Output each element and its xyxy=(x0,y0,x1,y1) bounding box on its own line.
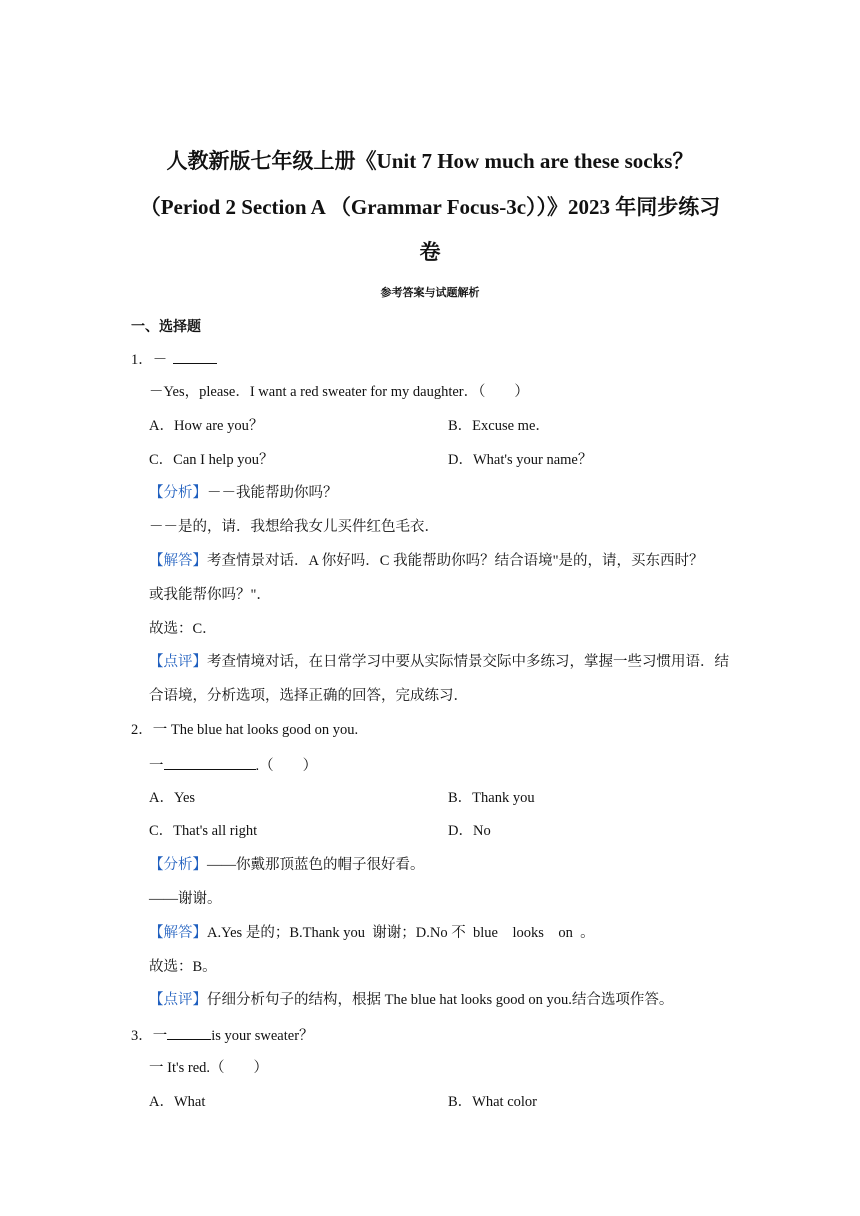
question-3-option-b: B．What color xyxy=(448,1094,537,1110)
answer-key-subtitle: 参考答案与试题解析 xyxy=(380,286,480,299)
answer-text: 考查情景对话．A 你好吗．C 我能帮助你吗？结合语境"是的，请，买东西时？ xyxy=(207,553,704,569)
question-1-response: －Yes，please．I want a red sweater for my daughter．（ ） xyxy=(149,384,529,400)
question-2-paren: .（ ） xyxy=(255,758,318,774)
question-3-option-a: A．What xyxy=(149,1094,206,1110)
analysis-tag: 【分析】 xyxy=(149,485,207,501)
question-1-option-c: C．Can I help you？ xyxy=(149,452,274,468)
question-1-comment-line-2: 合语境，分析选项，选择正确的回答，完成练习． xyxy=(149,688,468,704)
question-2-dash: 一 xyxy=(149,758,164,774)
document-title-line-2: （Period 2 Section A （Grammar Focus-3c））》2023 年同步练习 xyxy=(139,195,721,219)
question-1-option-b: B．Excuse me． xyxy=(448,418,550,434)
question-1-answer xyxy=(149,552,704,570)
question-1-choice: 故选：C． xyxy=(149,621,217,637)
question-3-prompt xyxy=(131,1025,314,1045)
analysis-text: －－我能帮助你吗？ xyxy=(207,485,338,501)
question-3-text: is your sweater？ xyxy=(211,1028,314,1044)
answer-tag: 【解答】 xyxy=(149,925,207,941)
document-title-line-3: 卷 xyxy=(419,240,441,264)
question-1-prompt xyxy=(131,349,217,369)
question-2-text: 一 The blue hat looks good on you. xyxy=(152,722,359,738)
question-2-option-c: C．That's all right xyxy=(149,823,258,839)
question-1-answer-line-2: 或我能帮你吗？"． xyxy=(149,587,271,603)
question-1-comment xyxy=(149,653,729,671)
question-2-analysis-line-2: ——谢谢。 xyxy=(149,891,222,907)
question-1-dash: － xyxy=(152,352,168,368)
question-2-option-b: B．Thank you xyxy=(448,790,535,806)
comment-text: 考查情境对话，在日常学习中要从实际情景交际中多练习，掌握一些习惯用语．结 xyxy=(207,654,729,670)
question-2-option-a: A．Yes xyxy=(149,790,196,806)
comment-tag: 【点评】 xyxy=(149,992,207,1008)
question-2-analysis xyxy=(149,856,425,874)
question-2-prompt xyxy=(131,721,358,739)
answer-text: A.Yes 是的；B.Thank you 谢谢；D.No 不 blue looks on 。 xyxy=(207,925,595,941)
document-title-line-1: 人教新版七年级上册《Unit 7 How much are these socks？ xyxy=(166,149,694,173)
analysis-text: ——你戴那顶蓝色的帽子很好看。 xyxy=(207,857,425,873)
question-3-dash: 一 xyxy=(152,1028,168,1044)
question-2-answer xyxy=(149,924,595,942)
question-2-option-d: D．No xyxy=(448,823,491,839)
question-1-analysis-line-2: －－是的，请．我想给我女儿买件红色毛衣． xyxy=(149,519,439,535)
section-heading: 一、选择题 xyxy=(131,319,201,335)
question-2-blank xyxy=(164,755,256,770)
question-3-number: 3． xyxy=(131,1028,153,1044)
question-3-blank xyxy=(167,1025,211,1040)
question-1-option-d: D．What's your name？ xyxy=(448,452,593,468)
question-2-comment xyxy=(149,991,673,1009)
question-2-number: 2． xyxy=(131,722,153,738)
question-2-response xyxy=(149,755,317,775)
question-1-analysis xyxy=(149,484,338,502)
question-1-number: 1． xyxy=(131,352,153,368)
analysis-tag: 【分析】 xyxy=(149,857,207,873)
comment-text: 仔细分析句子的结构，根据 The blue hat looks good on you.结合选项作答。 xyxy=(207,992,674,1008)
question-1-blank xyxy=(173,349,217,364)
answer-tag: 【解答】 xyxy=(149,553,207,569)
question-1-option-a: A．How are you？ xyxy=(149,418,264,434)
question-2-choice: 故选：B。 xyxy=(149,959,217,975)
comment-tag: 【点评】 xyxy=(149,654,207,670)
question-3-response: 一 It's red.（ ） xyxy=(149,1060,269,1076)
